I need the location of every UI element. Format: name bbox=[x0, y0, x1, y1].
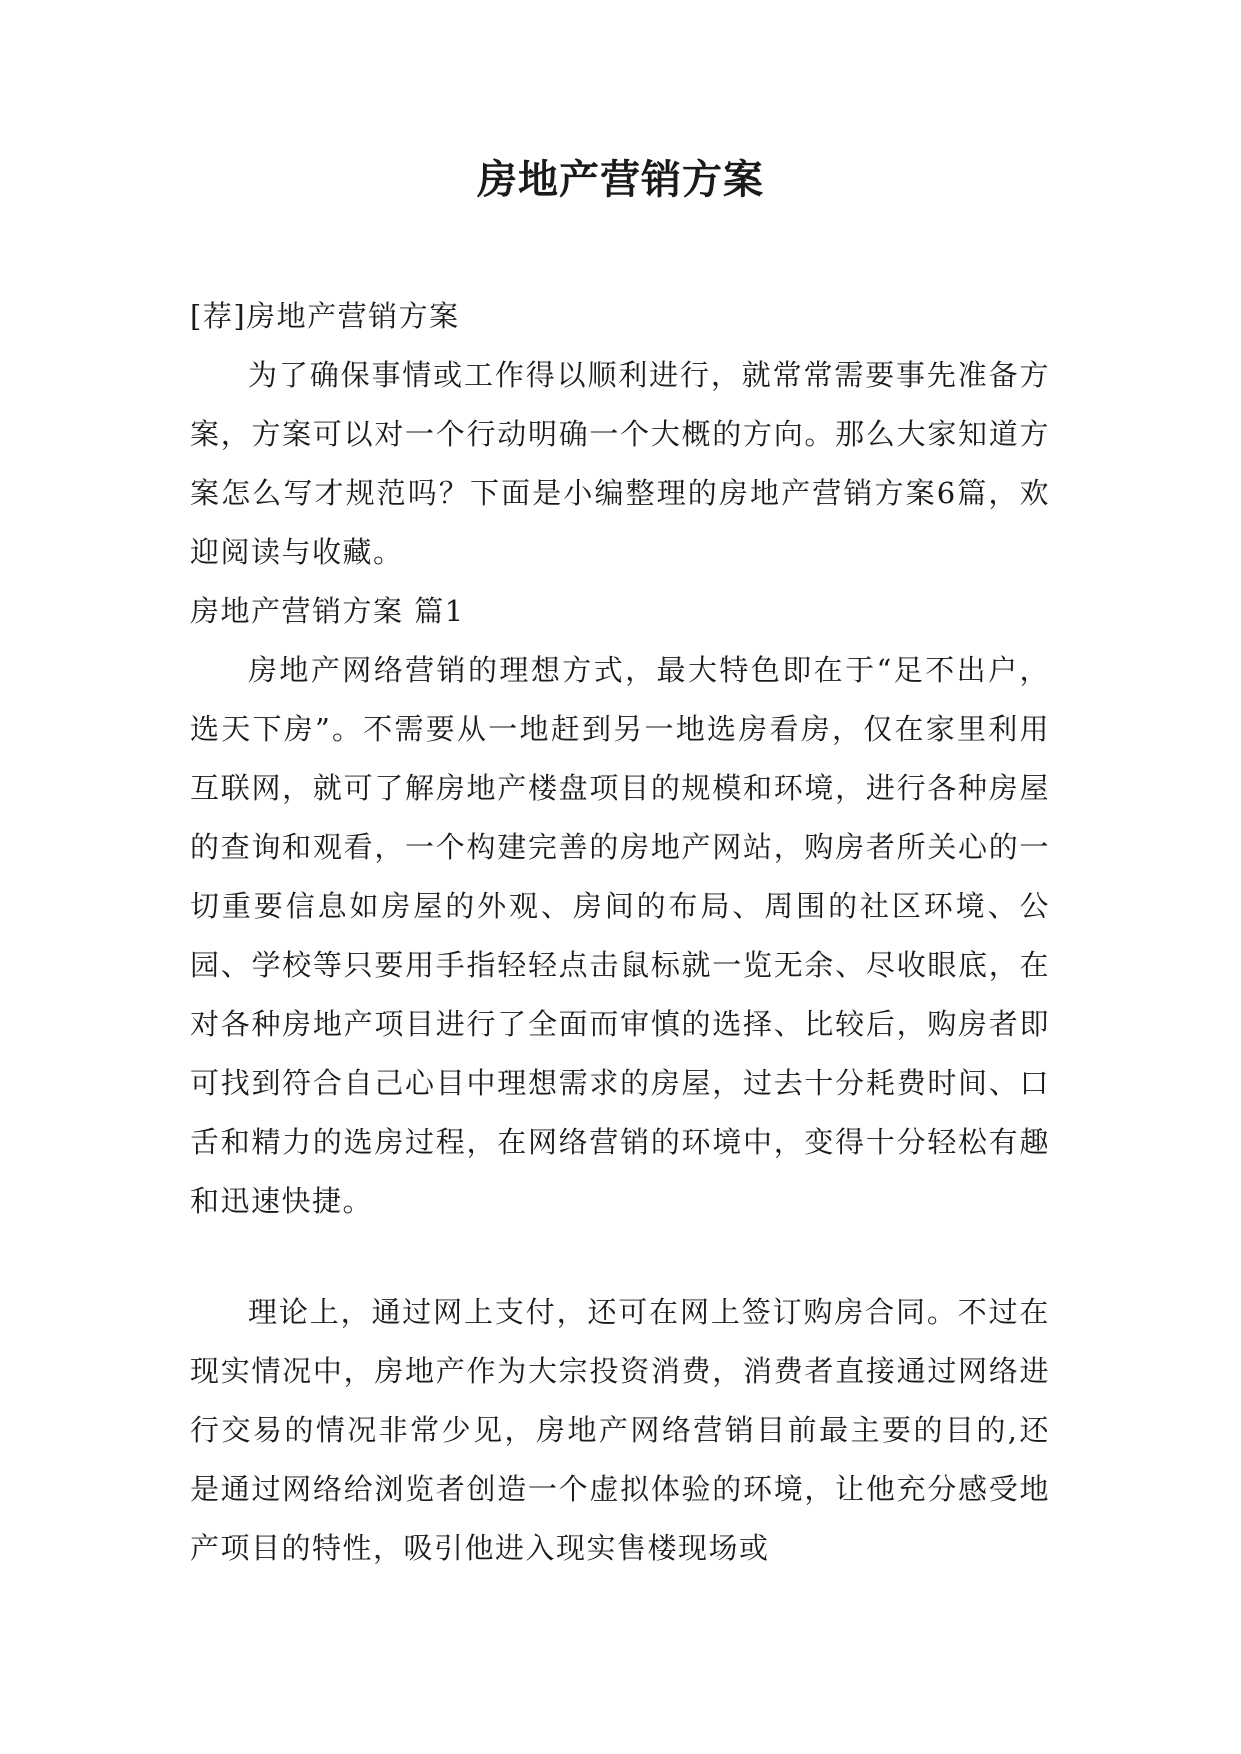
section-heading: 房地产营销方案 篇1 bbox=[190, 594, 465, 628]
document-body-top bbox=[190, 287, 1050, 1231]
body-paragraph-1: 房地产网络营销的理想方式，最大特色即在于“足不出户，选天下房”。不需要从一地赶到另一地选房看房，仅在家里利用互联网，就可了解房地产楼盘项目的规模和环境，进行各种房屋的查询和观看，一个构建完善的房地产网站，购房者所关心的一切重要信息如房屋的外观、房间的布局、周围的社区环境、公园、学校等只要用手指轻轻点击鼠标就一览无余、尽收眼底，在对各种房地产项目进行了全面而审慎的选择、比较后，购房者即可找到符合自己心目中理想需求的房屋，过去十分耗费时间、口舌和精力的选房过程，在网络营销的环境中，变得十分轻松有趣和迅速快捷。 bbox=[190, 653, 1050, 1218]
document-title: 房地产营销方案 bbox=[477, 156, 764, 203]
intro-paragraph: 为了确保事情或工作得以顺利进行，就常常需要事先准备方案，方案可以对一个行动明确一个大概的方向。那么大家知道方案怎么写才规范吗？下面是小编整理的房地产营销方案6篇，欢迎阅读与收藏。 bbox=[190, 358, 1050, 569]
document-subtitle: [荐]房地产营销方案 bbox=[190, 299, 460, 333]
body-paragraph-2: 理论上，通过网上支付，还可在网上签订购房合同。不过在现实情况中，房地产作为大宗投资消费，消费者直接通过网络进行交易的情况非常少见，房地产网络营销目前最主要的目的,还是通过网络给浏览者创造一个虚拟体验的环境，让他充分感受地产项目的特性，吸引他进入现实售楼现场或 bbox=[190, 1295, 1050, 1565]
document-body-bottom bbox=[190, 1283, 1050, 1578]
